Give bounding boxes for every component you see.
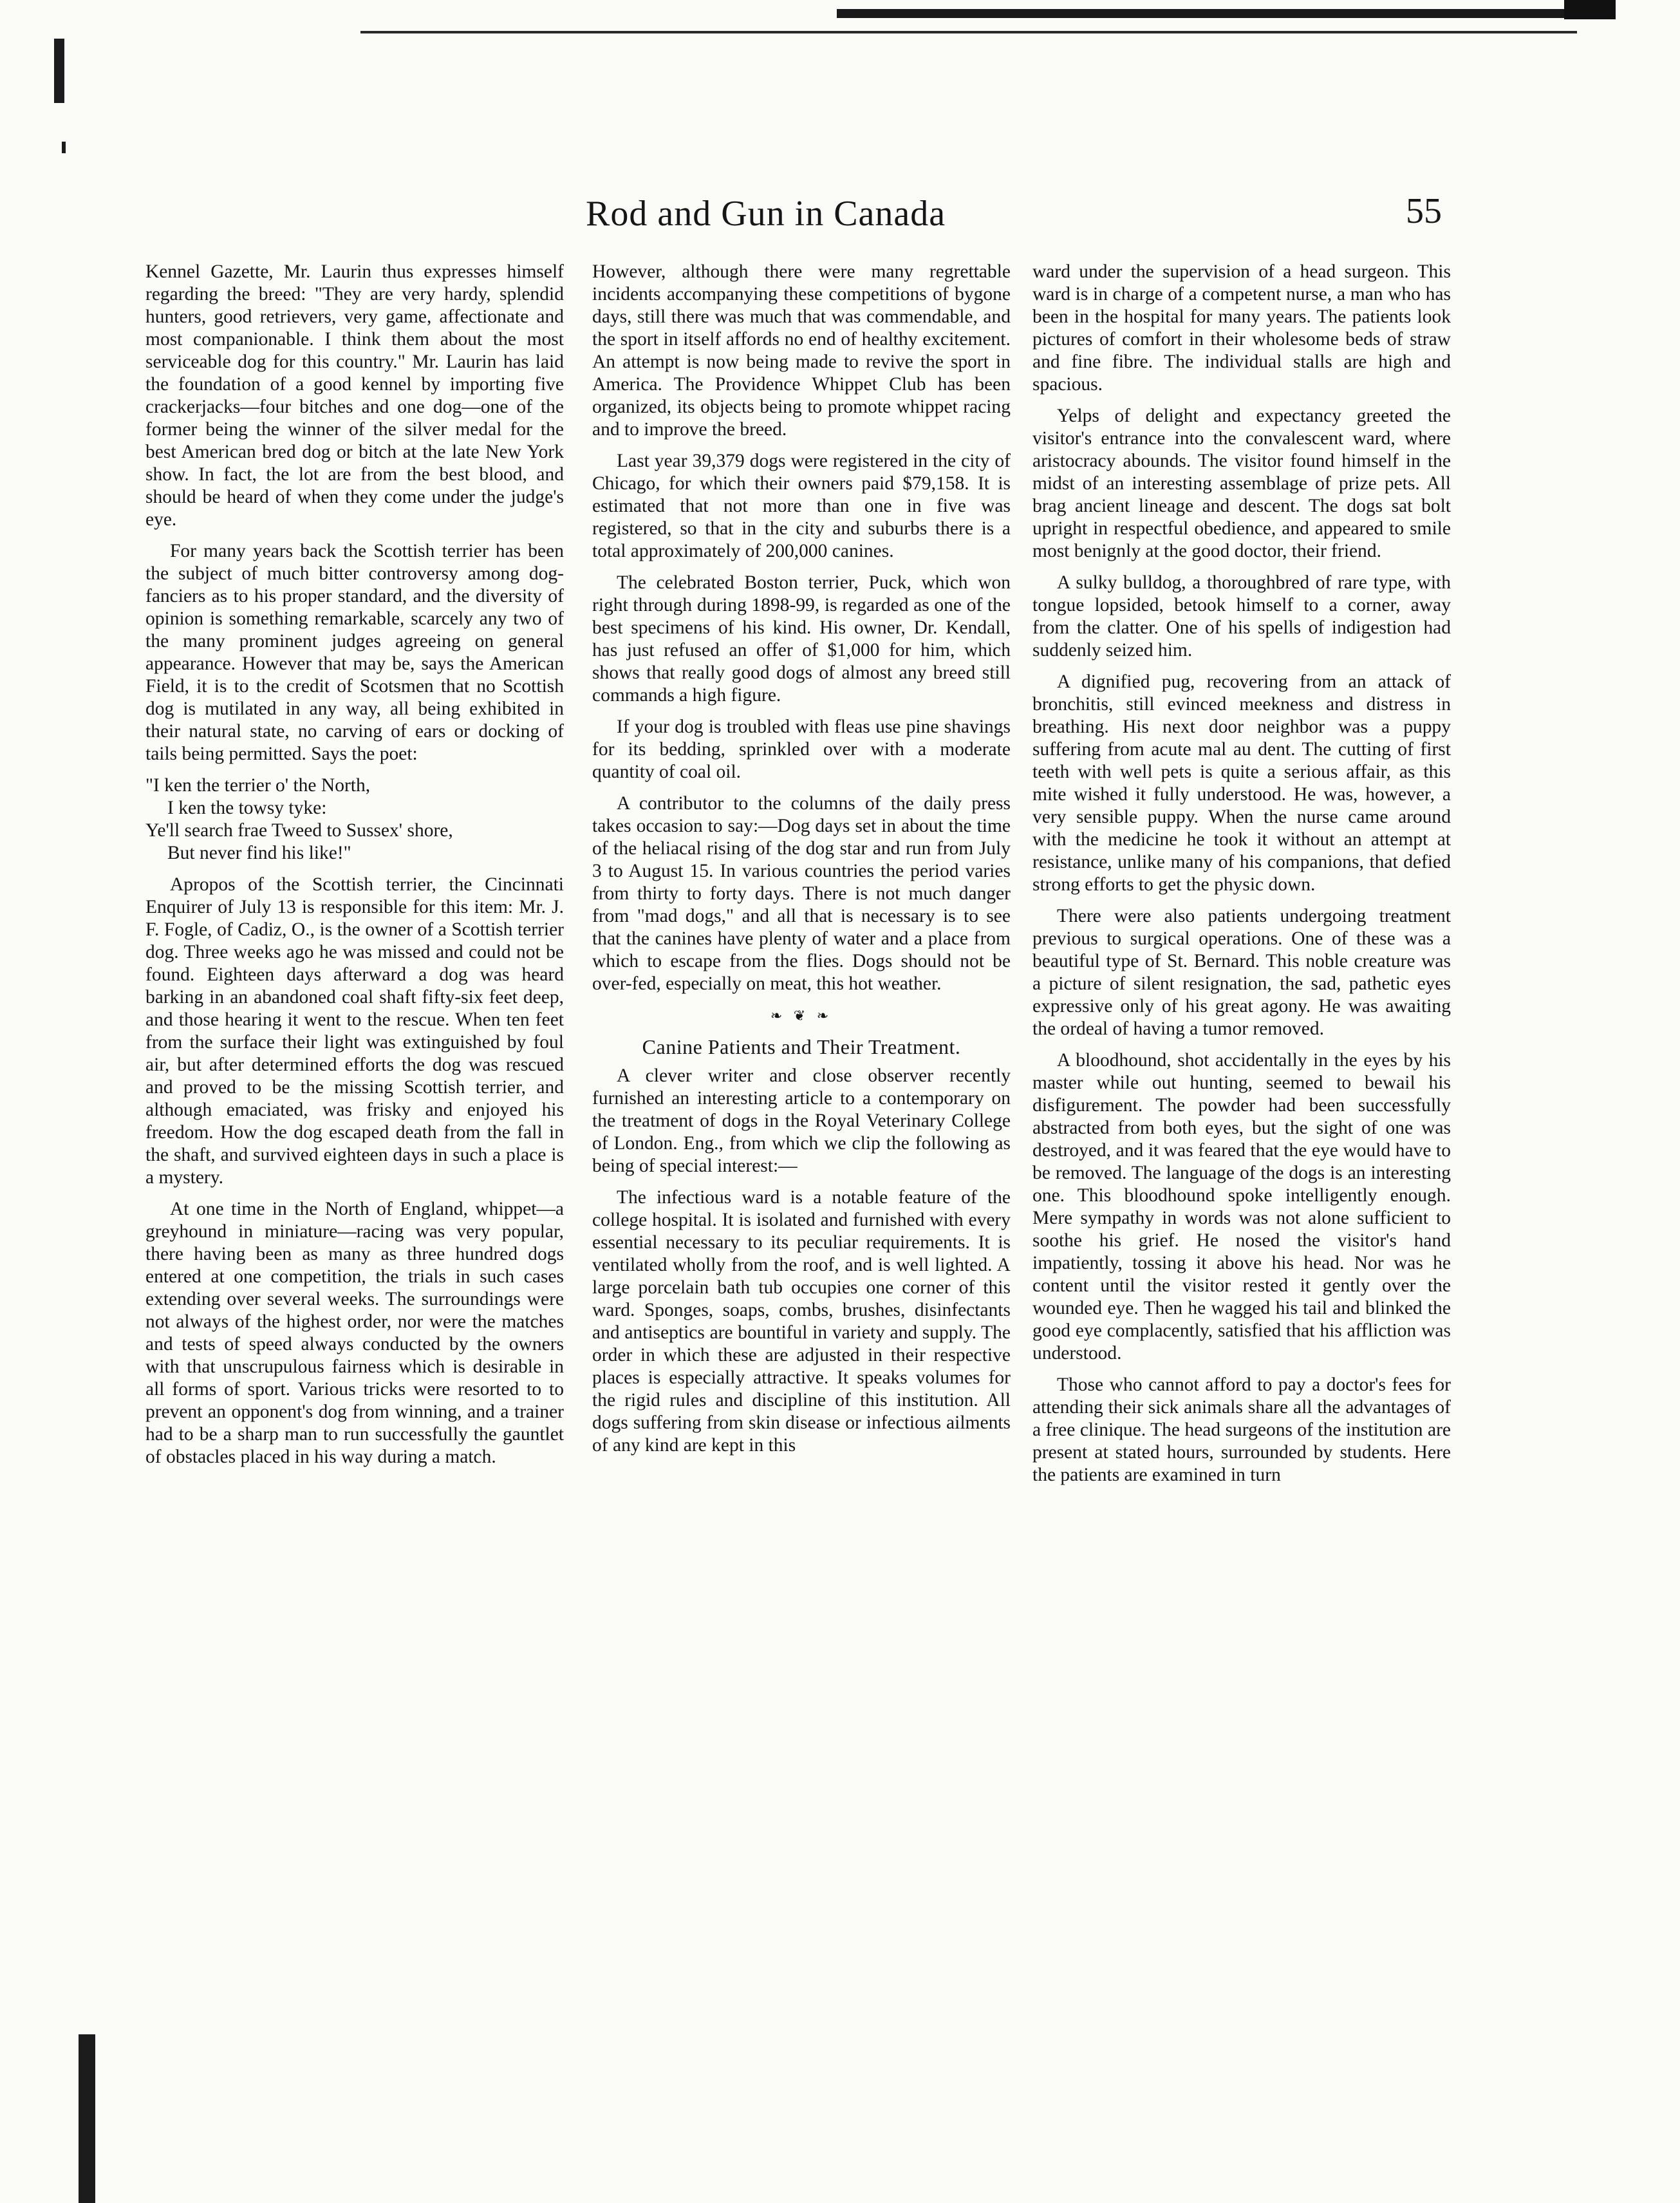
paragraph: Apropos of the Scottish terrier, the Cincinnati Enquirer of July 13 is responsible for this item: Mr. J. F. Fogle, of Cadiz, O., is the owner of a Scottish terrier dog. Three weeks ago he was missed and could not be found. Eighteen days afterward a dog was heard barking in an abandoned coal shaft fifty-six feet deep, and those hearing it went to the rescue. When ten feet from the surface their light was extinguished by foul air, but after determined efforts the dog was rescued and proved to be the missing Scottish terrier, and although emaciated, was frisky and enjoyed his freedom. How the dog escaped death from the fall in the shaft, and survived eighteen days in such a place is a mystery. [145, 874, 564, 1188]
running-head: Rod and Gun in Canada [586, 194, 946, 234]
paragraph: At one time in the North of England, whippet—a greyhound in miniature—racing was very popular, there having been as many as three hundred dogs entered at one competition, the trials in such cases extending over several weeks. The surroundings were not always of the highest order, nor were the matches and tests of speed always conducted by the owners with that unscrupulous fairness which is desirable in all forms of sport. Various tricks were resorted to to prevent an opponent's dog from winning, and a trainer had to be a sharp man to run successfully the gauntlet of obstacles placed in his way during a match. [145, 1199, 564, 1467]
top-rule-heavy [837, 9, 1564, 18]
poem-line: "I ken the terrier o' the North, [145, 775, 371, 796]
paragraph: Last year 39,379 dogs were registered in the city of Chicago, for which their owners paid $79,158. It is estimated that not more than one in five was registered, so that in the city and suburbs there is a total approximately of 200,000 canines. [592, 451, 1011, 561]
poem-line: But never find his like!" [167, 843, 351, 863]
column-2 [592, 261, 1011, 1466]
paragraph: If your dog is troubled with fleas use pine shavings for its bedding, sprinkled over with a moderate quantity of coal oil. [592, 717, 1011, 782]
paragraph: However, although there were many regrettable incidents accompanying these competitions of bygone days, still there was much that was commendable, and the sport in itself affords no end of healthy excitement. An attempt is now being made to revive the sport in America. The Providence Whippet Club has been organized, its objects being to promote whippet racing and to improve the breed. [592, 261, 1011, 440]
paragraph: A contributor to the columns of the daily press takes occasion to say:—Dog days set in about the time of the heliacal rising of the dog star and run from July 3 to August 15. In various countries the period varies from thirty to forty days. There is not much danger from "mad dogs," and all that is necessary is to see that the canines have plenty of water and a place from which to escape from the flies. Dogs should not be over-fed, especially on meat, this hot weather. [592, 793, 1011, 994]
poem [145, 774, 564, 865]
paragraph: A clever writer and close observer recently furnished an interesting article to a contemporary on the treatment of dogs in the Royal Veterinary College of London. Eng., from which we clip the following as being of special interest:— [592, 1065, 1011, 1176]
paragraph: Kennel Gazette, Mr. Laurin thus expresses himself regarding the breed: "They are very hardy, splendid hunters, good retrievers, very game, affectionate and most companionable. I think them about the most serviceable dog for this country." Mr. Laurin has laid the foundation of a good kennel by importing five crackerjacks—four bitches and one dog—one of the former being the winner of the silver medal for the best American bred dog or bitch at the late New York show. In fact, the lot are from the best blood, and should be heard of when they come under the judge's eye. [145, 261, 564, 530]
scan-corner-mark [1564, 0, 1616, 19]
scan-margin-mark [54, 39, 64, 103]
paragraph: Those who cannot afford to pay a doctor's fees for attending their sick animals share all the advantages of a free clinique. The head surgeons of the institution are present at stated hours, surrounded by students. Here the patients are examined in turn [1032, 1374, 1451, 1485]
ornament-divider: ❧ ❦ ❧ [770, 1008, 833, 1024]
paragraph: ward under the supervision of a head surgeon. This ward is in charge of a competent nurse, a man who has been in the hospital for many years. The patients look pictures of comfort in their wholesome beds of straw and fine fibre. The individual stalls are high and spacious. [1032, 261, 1451, 395]
paragraph: Yelps of delight and expectancy greeted the visitor's entrance into the convalescent ward, where aristocracy abounds. The visitor found himself in the midst of an interesting assemblage of prize pets. All brag ancient lineage and descent. The dogs sat bolt upright in respectful obedience, and appeared to smile most benignly at the good doctor, their friend. [1032, 406, 1451, 561]
column-1 [145, 261, 564, 1477]
poem-line: Ye'll search frae Tweed to Sussex' shore, [145, 820, 453, 841]
column-3 [1032, 261, 1451, 1495]
paragraph: A dignified pug, recovering from an attack of bronchitis, still evinced meekness and distress in breathing. His next door neighbor was a puppy suffering from acute mal au dent. The cutting of first teeth with well pets is quite a serious affair, as this mite wished it fully understood. He was, however, a very sensible puppy. When the nurse came around with the medicine he took it without an attempt at resistance, unlike many of his companions, that defied strong efforts to get the physic down. [1032, 671, 1451, 895]
paragraph: A sulky bulldog, a thoroughbred of rare type, with tongue lopsided, betook himself to a corner, away from the clatter. One of his spells of indigestion had suddenly seized him. [1032, 572, 1451, 661]
paragraph: There were also patients undergoing treatment previous to surgical operations. One of these was a beautiful type of St. Bernard. This noble creature was a picture of silent resignation, the sad, pathetic eyes expressive only of his great agony. He was awaiting the ordeal of having a tumor removed. [1032, 906, 1451, 1039]
scan-binding-mark [79, 2034, 95, 2203]
page-number: 55 [1406, 191, 1442, 231]
paragraph: The infectious ward is a notable feature of the college hospital. It is isolated and furnished with every essential necessary to its peculiar requirements. It is ventilated wholly from the roof, and is well lighted. A large porcelain bath tub occupies one corner of this ward. Sponges, soaps, combs, brushes, disinfectants and antiseptics are bountiful in variety and supply. The order in which these are adjusted in their respective places is especially attractive. It speaks volumes for the rigid rules and discipline of this institution. All dogs suffering from skin disease or infectious ailments of any kind are kept in this [592, 1187, 1011, 1456]
scan-margin-mark [62, 142, 66, 153]
section-heading: Canine Patients and Their Treatment. [642, 1035, 961, 1058]
paragraph: A bloodhound, shot accidentally in the eyes by his master while out hunting, seemed to bewail his disfigurement. The powder had been successfully abstracted from both eyes, but the sight of one was destroyed, and it was feared that the eye would have to be removed. The language of the dogs is an interesting one. This bloodhound spoke intelligently enough. Mere sympathy in words was not alone sufficient to soothe his grief. He nosed the visitor's hand impatiently, tossing it above his head. Nor was he content until the visitor rested it gently over the wounded eye. Then he wagged his tail and blinked the good eye complacently, satisfied that his affliction was understood. [1032, 1050, 1451, 1364]
poem-line: I ken the towsy tyke: [167, 798, 327, 818]
top-rule [360, 31, 1577, 33]
paragraph: The celebrated Boston terrier, Puck, which won right through during 1898-99, is regarded as one of the best specimens of his kind. His owner, Dr. Kendall, has just refused an offer of $1,000 for him, which shows that really good dogs of almost any breed still commands a high figure. [592, 572, 1011, 706]
paragraph: For many years back the Scottish terrier has been the subject of much bitter controversy among dog-fanciers as to his proper standard, and the diversity of opinion is something remarkable, scarcely any two of the many prominent judges agreeing on general appearance. However that may be, says the American Field, it is to the credit of Scotsmen that no Scottish dog is mutilated in any way, all being exhibited in their natural state, no carving of ears or docking of tails being permitted. Says the poet: [145, 541, 564, 764]
